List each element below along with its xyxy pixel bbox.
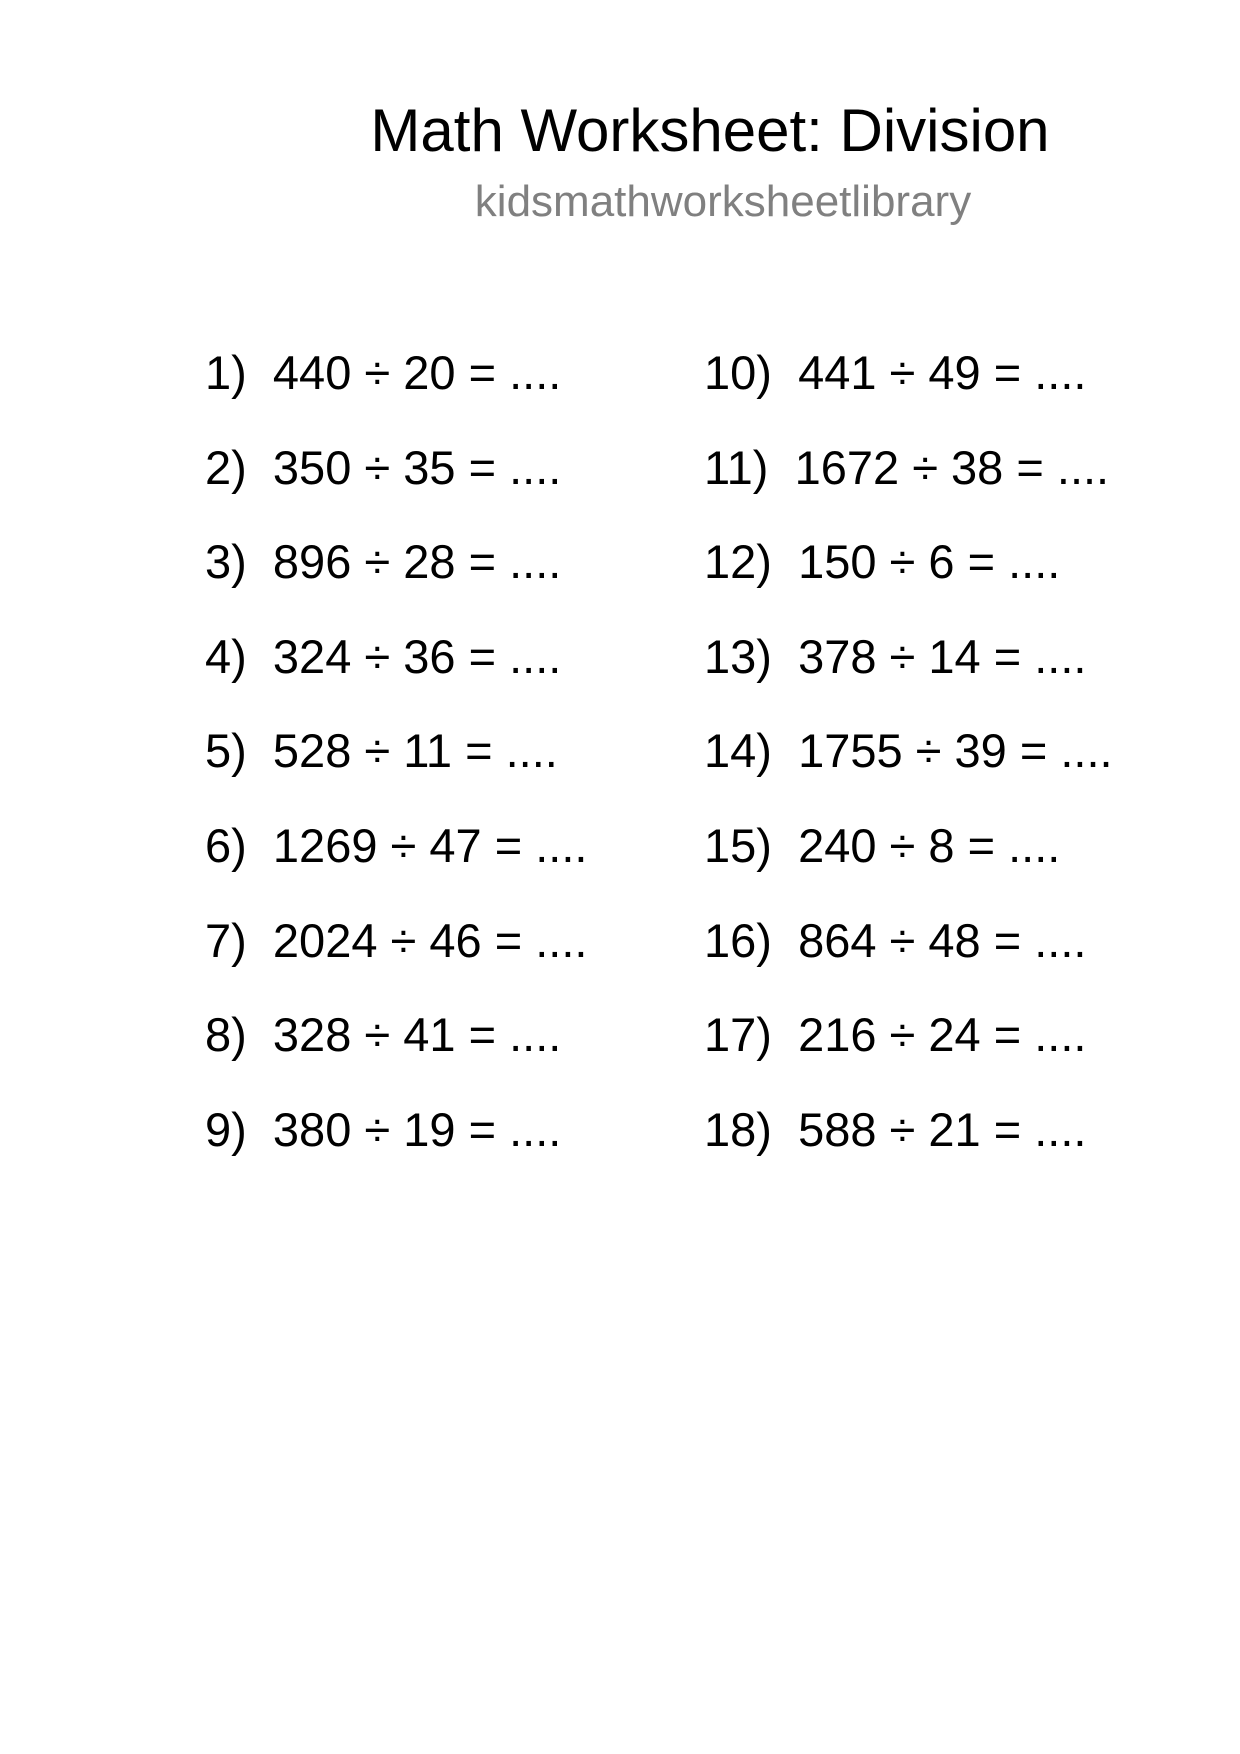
problem-expression: 328 ÷ 41 = .... — [272, 1008, 562, 1062]
problem-item — [205, 704, 587, 799]
problem-item — [704, 421, 1113, 516]
problem-expression: 378 ÷ 14 = .... — [798, 629, 1087, 683]
problem-column-left — [205, 326, 587, 1177]
problem-number: 17) — [704, 1008, 772, 1062]
problem-expression: 864 ÷ 48 = .... — [798, 913, 1087, 967]
problem-item — [704, 1083, 1113, 1178]
problem-number: 2) — [205, 440, 247, 494]
problem-column-right — [704, 326, 1113, 1177]
problem-item — [704, 610, 1113, 705]
problem-number: 9) — [205, 1102, 247, 1156]
problem-expression: 2024 ÷ 46 = .... — [272, 913, 588, 967]
problem-item — [205, 894, 587, 989]
problem-item — [205, 1083, 587, 1178]
problem-number: 14) — [704, 724, 772, 778]
problem-item — [205, 988, 587, 1083]
problem-number: 1) — [205, 346, 247, 399]
problem-item — [205, 421, 587, 516]
problem-number: 4) — [205, 629, 247, 683]
problem-number: 10) — [704, 346, 772, 399]
problem-expression: 528 ÷ 11 = .... — [272, 724, 558, 778]
problem-expression: 324 ÷ 36 = .... — [272, 629, 562, 683]
problem-item — [704, 515, 1113, 610]
problem-expression: 1269 ÷ 47 = .... — [272, 818, 588, 872]
problem-expression: 240 ÷ 8 = .... — [798, 818, 1061, 872]
problem-number: 13) — [704, 629, 772, 683]
problem-item — [704, 799, 1113, 894]
problem-number: 11) — [704, 440, 769, 494]
problem-item — [205, 515, 587, 610]
problem-expression: 588 ÷ 21 = .... — [798, 1102, 1087, 1156]
problem-item — [704, 704, 1113, 799]
problem-number: 7) — [205, 913, 247, 967]
problem-item — [205, 326, 587, 421]
worksheet-subtitle: kidsmathworksheetlibrary — [474, 177, 972, 226]
problem-number: 18) — [704, 1102, 772, 1156]
problem-expression: 1672 ÷ 38 = .... — [794, 440, 1110, 494]
problem-item — [205, 610, 587, 705]
problem-number: 6) — [205, 818, 247, 872]
problem-number: 3) — [205, 535, 247, 589]
problem-expression: 380 ÷ 19 = .... — [272, 1102, 562, 1156]
worksheet-title: Math Worksheet: Division — [370, 97, 1050, 164]
problem-expression: 1755 ÷ 39 = .... — [798, 724, 1113, 778]
problem-expression: 441 ÷ 49 = .... — [798, 346, 1087, 399]
problem-expression: 350 ÷ 35 = .... — [272, 440, 562, 494]
problem-item — [704, 326, 1113, 421]
problem-item — [205, 799, 587, 894]
problem-number: 16) — [704, 913, 772, 967]
problem-expression: 896 ÷ 28 = .... — [272, 535, 562, 589]
problem-number: 15) — [704, 818, 772, 872]
problem-expression: 440 ÷ 20 = .... — [272, 346, 562, 399]
problem-expression: 216 ÷ 24 = .... — [798, 1008, 1087, 1062]
problem-item — [704, 988, 1113, 1083]
problem-number: 8) — [205, 1008, 247, 1062]
problem-item — [704, 894, 1113, 989]
problem-expression: 150 ÷ 6 = .... — [798, 535, 1061, 589]
problem-number: 5) — [205, 724, 247, 778]
problem-number: 12) — [704, 535, 772, 589]
